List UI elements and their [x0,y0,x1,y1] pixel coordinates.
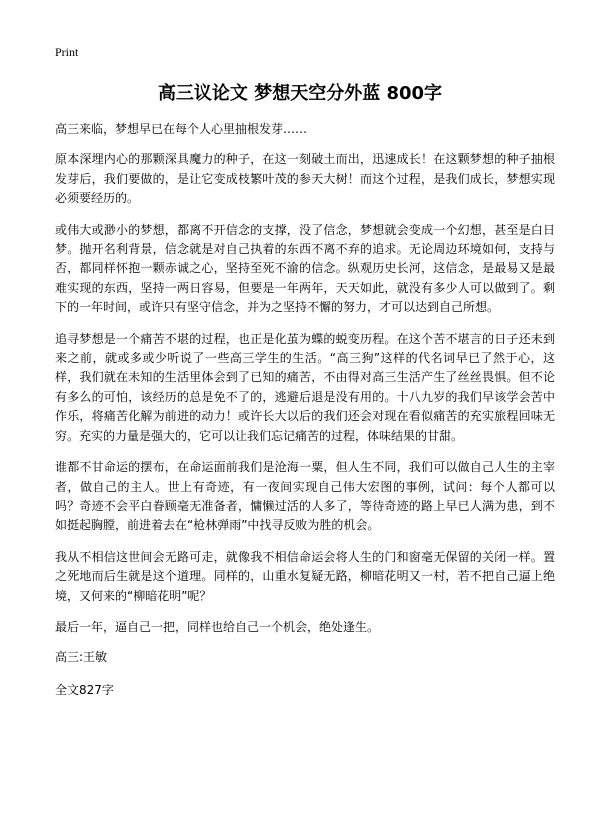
paragraph-no-dead-end: 我从不相信这世间会无路可走，就像我不相信命运会将人生的门和窗毫无保留的关闭一样。置之死地而后生就是这个道理。同样的，山重水复疑无路，柳暗花明又一村，若不把自己逼上绝境，又何来的“柳暗花明”呢？ [55,549,555,603]
paragraph-belief: 或伟大或渺小的梦想，都离不开信念的支撑，没了信念，梦想就会变成一个幻想，甚至是白日梦。抛开名利背景，信念就是对自己执着的东西不离不弃的追求。无论周边环境如何，支持与否，都同样怀抱一颗赤诚之心，坚持至死不渝的信念。纵观历史长河，这信念，是最易又是最难实现的东西，坚持一两日容易，但要是一年两年，天天如此，就没有多少人可以做到了。剩下的一年时间，或许只有坚守信念，并为之坚持不懈的努力，才可以达到自己所想。 [55,222,555,315]
article-body [55,120,555,700]
paragraph-conclusion: 最后一年，逼自己一把，同样也给自己一个机会，绝处逢生。 [55,619,380,634]
article-title: 高三议论文 梦想天空分外蓝 800字 [157,83,443,104]
paragraph-intro: 高三来临，梦想早已在每个人心里抽根发芽…… [55,122,308,136]
paragraph-fate: 谁都不甘命运的摆布，在命运面前我们是沧海一粟，但人生不同，我们可以做自己人生的主宰者，做自己的主人。世上有奇迹，有一夜间实现自己伟大宏图的事例，试问：每个人都可以吗？奇迹不会平白眷顾毫无准备者，慵懒过活的人多了，等待奇迹的路上早已人满为患，到不如挺起胸膛，前进着去在“枪林弹雨”中找寻反败为胜的机会。 [55,460,555,533]
word-count: 全文827字 [55,683,114,698]
print-link[interactable]: Print [55,45,79,59]
author-signature: 高三:王敏 [55,650,108,665]
paragraph-seed: 原本深埋内心的那颗深具魔力的种子，在这一刻破土而出，迅速成长！在这颗梦想的种子抽根发芽后，我们要做的，是让它变成枝繁叶茂的参天大树！而这个过程，是我们成长，梦想实现必须要经历的。 [55,152,555,206]
paragraph-pain: 追寻梦想是一个痛苦不堪的过程，也正是化茧为蝶的蜕变历程。在这个苦不堪言的日子还未到来之前，就或多或少听说了一些高三学生的生活。“高三狗”这样的代名词早已了然于心，这样，我们就在未知的生活里体会到了已知的痛苦，不由得对高三生活产生了丝丝畏惧。但不论有多么的可怕，该经历的总是免不了的，逃避后退是没有用的。十八九岁的我们早该学会苦中作乐，将痛苦化解为前进的动力！或许长大以后的我们还会对现在看似痛苦的充实旅程回味无穷。充实的力量是强大的，它可以让我们忘记痛苦的过程，体味结果的甘甜。 [55,331,555,443]
